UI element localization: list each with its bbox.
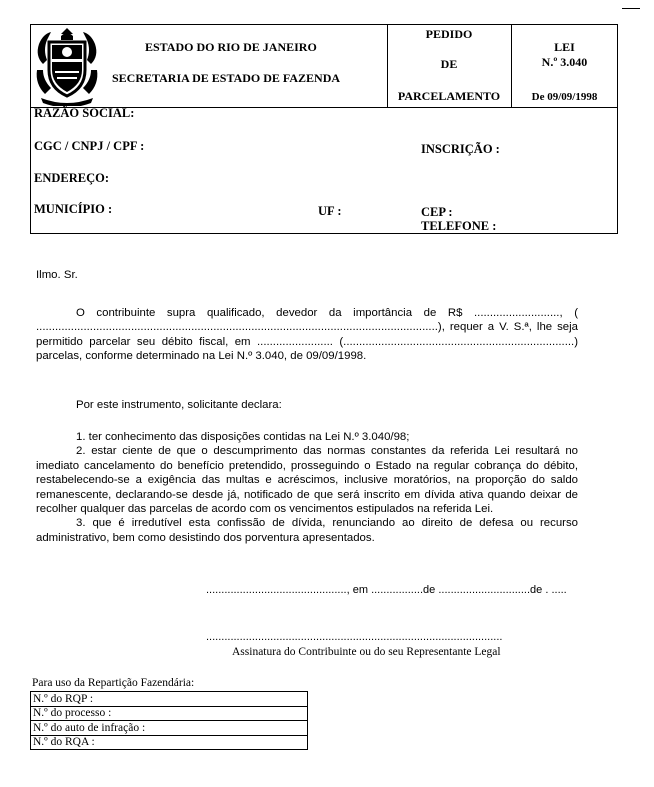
- telefone-label: TELEFONE :: [421, 219, 497, 233]
- request-title-line2: DE: [440, 57, 458, 71]
- process-number-label: N.º do processo :: [31, 706, 308, 721]
- em-text: , em: [346, 584, 368, 596]
- table-row: [31, 721, 308, 736]
- declaration-item-1: 1. ter conhecimento das disposições contidas na Lei N.º 3.040/98;: [76, 431, 410, 443]
- law-label: LEI: [554, 40, 575, 54]
- de-text-2: de: [530, 584, 543, 596]
- rqp-number-label: N.º do RQP :: [31, 692, 308, 707]
- day-blank: .................: [371, 584, 424, 596]
- declaration-item-3: 3. que é irredutível esta confissão de dívida, renunciando ao direito de defesa ou recurso administrativo, bem como desistindo dos porventura apresentados.: [36, 517, 578, 544]
- table-row: [31, 735, 308, 750]
- place-blank: ..............................................: [206, 584, 347, 596]
- request-title-line3: PARCELAMENTO: [397, 89, 501, 103]
- declaration-intro-text: Por este instrumento, solicitante declara:: [76, 399, 282, 411]
- de-text-1: de: [423, 584, 436, 596]
- request-title-line1: PEDIDO: [425, 27, 473, 41]
- office-use-title: Para uso da Repartição Fazendária:: [32, 677, 195, 689]
- intro-paragraph: O contribuinte supra qualificado, devedor da importância de R$ ..........................., ( ...............................................................................................................................), requer a V. S.ª, lhe seja permitido parcelar seu débito fiscal, em ........................ (.........................................................................) parcelas, conforme determinado na Lei N.º 3.040, de 09/09/1998.: [36, 307, 578, 363]
- year-blank: . .....: [545, 584, 567, 596]
- month-blank: ..............................: [438, 584, 531, 596]
- signature-line: .................................................................................................: [206, 631, 503, 643]
- cgc-label: CGC / CNPJ / CPF :: [34, 139, 145, 153]
- cep-label: CEP :: [421, 205, 453, 219]
- table-row: [31, 692, 308, 707]
- state-name: ESTADO DO RIO DE JANEIRO: [145, 40, 317, 54]
- signature-caption: Assinatura do Contribuinte ou do seu Representante Legal: [232, 646, 501, 658]
- declaration-items: [36, 430, 578, 545]
- law-number: N.º 3.040: [541, 55, 588, 69]
- inscricao-label: INSCRIÇÃO :: [421, 142, 500, 156]
- municipio-label: MUNICÍPIO :: [34, 202, 113, 216]
- place-date-line: [206, 584, 567, 596]
- salutation: Ilmo. Sr.: [36, 269, 78, 281]
- secretariat-name: SECRETARIA DE ESTADO DE FAZENDA: [112, 71, 341, 85]
- letter-intro: [36, 306, 578, 364]
- infraction-number-label: N.º do auto de infração :: [31, 721, 308, 736]
- declaration-item-2: 2. estar ciente de que o descumprimento das normas constantes da referida Lei resultará no imediato cancelamento do benefício pretendido, prosseguindo o Estado na regular cobrança do débito, restabelecendo-se a exigência das multas e acréscimos, inclusive moratórios, na proporção do saldo remanescente, declarando-se desde já, notificado de que será inscrito em dívida ativa quando deixar de recolher qualquer das parcelas de acordo com os vencimentos estipulados na referida Lei.: [36, 445, 578, 516]
- rqa-number-label: N.º do RQA :: [31, 735, 308, 750]
- corner-mark: [622, 8, 640, 9]
- uf-label: UF :: [318, 204, 342, 218]
- endereco-label: ENDEREÇO:: [34, 171, 110, 185]
- razao-social-label: RAZÃO SOCIAL:: [34, 106, 135, 120]
- office-use-table: [30, 691, 308, 750]
- declaration-intro: [36, 398, 578, 412]
- state-coat-of-arms-icon: [33, 26, 101, 106]
- table-row: [31, 706, 308, 721]
- law-date: De 09/09/1998: [531, 91, 598, 103]
